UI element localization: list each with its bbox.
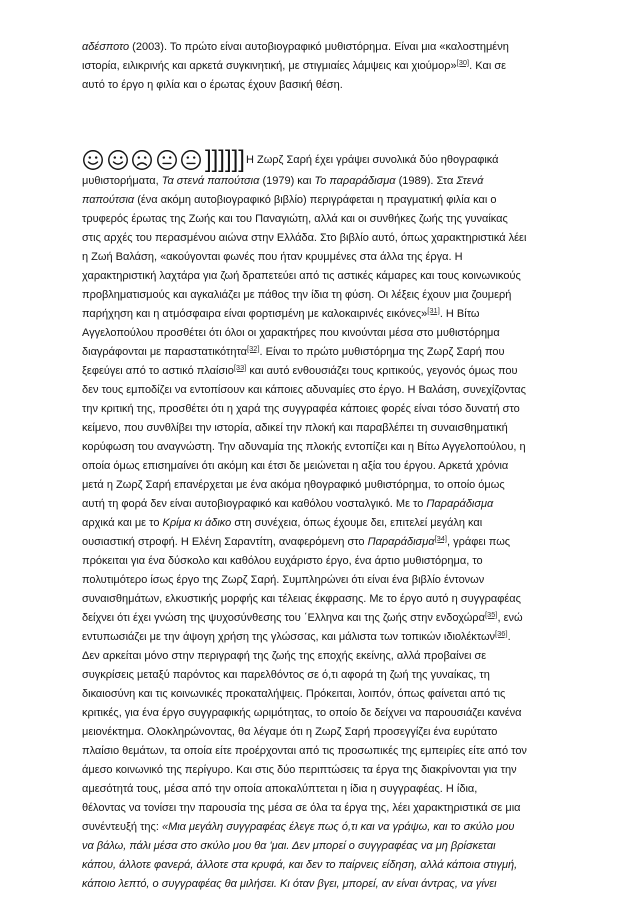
text-line <box>82 647 556 666</box>
footnote-ref-link[interactable]: [36] <box>495 629 508 638</box>
text-span: αυτή τη φορά δεν είναι αυτοβιογραφικό και καθόλου νοσταλγικό. Με το <box>82 498 427 510</box>
footnote-ref-link[interactable]: [30] <box>456 58 470 67</box>
text-line <box>82 76 556 95</box>
text-span: Αγγελοπούλου προσθέτει ότι όλοι οι χαρακτήρες που κινούνται μέσα στο μυθιστόρημα <box>82 327 500 339</box>
text-line <box>82 210 556 229</box>
text-span: αυτό το έργο η φιλία και ο έρωτας έχουν βασική θέση. <box>82 79 343 91</box>
text-line <box>82 704 556 723</box>
text-span: την κριτική της, προσθέτει ότι η χαρά της συγγραφέα κάποιες φορές είναι τόσο δυνατή στο <box>82 403 520 415</box>
text-line <box>82 685 556 704</box>
text-span: συνέντευξή της: <box>82 821 162 833</box>
emphasis-text: να βάλω, πάλι μέσα στο σκύλο μου θα 'μαι. Δεν μπορεί ο συγγραφέας να μη βρίσκεται <box>82 840 496 852</box>
text-line <box>82 799 556 818</box>
text-line <box>82 875 556 894</box>
footnote-ref-link[interactable]: [35] <box>484 610 498 619</box>
bracket-glyphs: ]]]]]] <box>204 148 245 172</box>
text-span: δεν τους εμποδίζει να εντοπίσουν και κάποιες αδυναμίες στο έργο. Η Βαλάση, συνεχίζοντας <box>82 384 526 396</box>
text-line <box>82 818 556 837</box>
text-line <box>82 590 556 609</box>
symbol-line <box>82 148 556 172</box>
text-line <box>82 476 556 495</box>
smiley-icon <box>82 149 104 171</box>
text-span: , γράφει πως <box>447 536 511 548</box>
text-line <box>82 381 556 400</box>
text-span: κείμενο, που συνθλίβει την ιστορία, αδικεί την πλοκή και παραβλέπει τη συναισθηματική <box>82 422 508 434</box>
text-span: πλαίσιο θεμάτων, τα οποία είτε προέρχονται από τις προσωπικές της εμπειρίες είτε από τον <box>82 745 527 757</box>
smiley-icon <box>107 149 129 171</box>
text-span: διαγράφονται με παραστατικότητα <box>82 346 248 358</box>
text-line <box>82 609 556 628</box>
text-line <box>82 628 556 647</box>
text-span: (1989). Στα <box>395 175 457 187</box>
emphasis-text: «Μια μεγάλη συγγραφέας έλεγε πως ό,τι και να γράψω, και το σκύλο μου <box>161 821 515 833</box>
text-span: δικαιοσύνη και τις κοινωνικές προκαταλήψεις. Πρόκειται, λοιπόν, όπως φαίνεται από τις <box>82 688 506 700</box>
text-line <box>82 229 556 248</box>
text-line <box>82 495 556 514</box>
text-span: . Και σε <box>469 60 507 72</box>
text-line <box>82 571 556 590</box>
text-span: . Η Βίτω <box>439 308 480 320</box>
emphasis-text: αδέσποτο <box>82 41 130 53</box>
text-span: ιστορία, ειλικρινής και αρκετά συγκινητική, με στιγμιαίες λάμψεις και χιούμορ» <box>82 60 457 72</box>
footnote-ref-link[interactable]: [33] <box>233 363 247 372</box>
text-span: (ένα ακόμη αυτοβιογραφικό βιβλίο) περιγράφεται η πραγματική φιλία και ο <box>134 194 497 206</box>
text-line <box>82 57 556 76</box>
text-line <box>82 438 556 457</box>
text-line <box>82 780 556 799</box>
footnote-ref-link[interactable]: [34] <box>434 534 448 543</box>
text-line <box>82 742 556 761</box>
paragraph <box>82 38 556 95</box>
text-span: Δεν αρκείται μόνο στην περιγραφή της ζωής της εποχής εκείνης, αλλά προβαίνει σε <box>82 650 487 662</box>
text-span: άμεσο κοινωνικό της περίγυρο. Και στις δύο περιπτώσεις τα έργα της διακρίνονται για την <box>82 764 517 776</box>
text-span: , ενώ <box>497 612 523 624</box>
text-span: ξεφεύγει από το αστικό πλαίσιο <box>82 365 234 377</box>
text-span: παρήχηση και η ατμόσφαιρα είναι φορτισμένη με καλοκαιρινές εικόνες» <box>82 308 428 320</box>
text-span: πρόκειται για ένα δύσκολο και καθόλου ευχάριστο έργο, ένα άρτιο μυθιστόρημα, το <box>82 555 483 567</box>
text-span: στη συνέχεια, όπως έχουμε δει, επιτελεί μεγάλη και <box>231 517 483 529</box>
text-body <box>82 38 556 894</box>
text-span: κριτικές, για ένα έργο συγγραφικής ωριμότητας, το οποίο δε δείχνει να παρουσιάζει κανένα <box>82 707 522 719</box>
text-line <box>82 552 556 571</box>
text-line <box>82 38 556 57</box>
neutral-face-icon <box>180 149 202 171</box>
text-line <box>82 514 556 533</box>
text-line <box>82 457 556 476</box>
text-span: μυθιστορήματα, <box>82 175 162 187</box>
text-line <box>82 267 556 286</box>
text-span: (2003). Το πρώτο είναι αυτοβιογραφικό μυθιστόρημα. Είναι μια «καλοστημένη <box>129 41 509 53</box>
text-line <box>82 419 556 438</box>
frowny-icon <box>131 149 153 171</box>
text-line <box>82 343 556 362</box>
text-line <box>82 723 556 742</box>
footnote-ref-link[interactable]: [31] <box>427 306 440 315</box>
text-line <box>82 362 556 381</box>
emphasis-text: Παραράδισμα <box>426 498 494 510</box>
text-span: θέλοντας να τονίσει την παρουσία της μέσα σε όλα τα έργα της, λέει χαρακτηριστικά σε μια <box>82 802 521 814</box>
emphasis-text: Τα στενά παπούτσια <box>161 175 260 187</box>
text-span: η Ζωή Βαλάση, «ακούγονται φωνές που ήταν κρυμμένες στα άλλα της έργα. Η <box>82 251 463 263</box>
text-line <box>82 761 556 780</box>
text-line <box>82 172 556 191</box>
text-line <box>82 305 556 324</box>
text-line <box>82 286 556 305</box>
emphasis-text: Στενά <box>456 175 484 187</box>
emphasis-text: Το παραράδισμα <box>314 175 396 187</box>
text-span: μειονέκτημα. Ολοκληρώνοντας, θα λέγαμε ότι η Ζωρζ Σαρή προσεγγίζει ένα ευρύτατο <box>82 726 498 738</box>
footnote-ref-link[interactable]: [32] <box>247 344 260 353</box>
emphasis-text: Παραράδισμα <box>367 536 435 548</box>
text-span: πολυτιμότερο ίσως έργο της Ζωρζ Σαρή. Συμπληρώνει ότι είναι ένα βιβλίο έντονων <box>82 574 485 586</box>
text-line <box>82 191 556 210</box>
text-span: οποία όμως επισημαίνει ότι ακόμη και έτσι δε μειώνεται η αξία του έργου. Αρκετά χρόνια <box>82 460 509 472</box>
text-span: αμεσότητά τους, μέσα από την οποία αποκαλύπτεται η ίδια η συγγραφέας. Η ίδια, <box>82 783 478 795</box>
text-line <box>82 533 556 552</box>
text-span: και αυτό ενθουσιάζει τους κριτικούς, γεγονός όμως που <box>246 365 518 377</box>
emphasis-text: Κρίμα κι άδικο <box>162 517 232 529</box>
text-span: δείχνει ότι έχει γνώση της ψυχοσύνθεσης του ΄Ελληνα και της ζωής στην ενδοχώρα <box>82 612 485 624</box>
text-line <box>82 324 556 343</box>
text-line <box>82 248 556 267</box>
text-span: εντυπωσιάζει με την άψογη χρήση της γλώσσας, και μάλιστα των τοπικών ιδιολέκτων <box>82 631 496 643</box>
text-line <box>82 666 556 685</box>
text-span: στις αρχές του περασμένου αιώνα στην Ελλάδα. Στο βιβλίο αυτό, όπως χαρακτηριστικά λέει <box>82 232 527 244</box>
text-line <box>82 837 556 856</box>
text-span: τρυφερός έρωτας της Ζωής και του Παναγιώτη, αλλά και οι συνθήκες ζωής της γυναίκας <box>82 213 508 225</box>
text-span: συναισθημάτων, ελκυστικής μορφής και τέλειας έκφρασης. Με το έργο αυτό η συγγραφέας <box>82 593 521 605</box>
text-span: κορύφωση του αναγνώστη. Την αδυναμία της πλοκής εντοπίζει και η Βίτω Αγγελοπούλου, η <box>82 441 526 453</box>
text-span: . Είναι το πρώτο μυθιστόρημα της Ζωρζ Σαρή που <box>259 346 505 358</box>
face-symbols <box>82 149 205 171</box>
text-span: ουσιαστική στροφή. Η Ελένη Σαραντίτη, αναφερόμενη στο <box>82 536 368 548</box>
text-span: προβληματισμούς και αγκαλιάζει με πάθος την ίδια τη φύση. Οι λέξεις έχουν μια ζουμερή <box>82 289 512 301</box>
text-span: (1979) και <box>259 175 315 187</box>
paragraph <box>82 172 556 894</box>
neutral-face-icon <box>156 149 178 171</box>
emphasis-text: παπούτσια <box>82 194 135 206</box>
text-span: συγκρίσεις μεταξύ παρόντος και παρελθόντος σε ό,τι αφορά τη ζωή της γυναίκας, τη <box>82 669 490 681</box>
emphasis-text: κάποιο λεπτό, ο συγγραφέας θα μιλήσει. Κι όταν βγει, μπορεί, αν είναι άντρας, να γίνει <box>82 878 497 890</box>
text-line <box>82 856 556 875</box>
text-span: χαρακτηριστική λαχτάρα για ζωή δραπετεύει από τις αστικές κάμαρες και τους κοινωνικούς <box>82 270 521 282</box>
text-span: μετά η Ζωρζ Σαρή επανέρχεται με ένα ακόμα ηθογραφικό μυθιστόρημα, το οποίο όμως <box>82 479 505 491</box>
text-span: αρχικά και με το <box>82 517 163 529</box>
text-span: . <box>507 631 511 643</box>
emphasis-text: κάπου, άλλοτε φανερά, άλλοτε στα κρυφά, και δεν το παίρνεις είδηση, αλλά κάποια στιγμή, <box>82 859 518 871</box>
text-line <box>82 400 556 419</box>
line-text: Η Ζωρζ Σαρή έχει γράψει συνολικά δύο ηθογραφικά <box>245 153 499 166</box>
